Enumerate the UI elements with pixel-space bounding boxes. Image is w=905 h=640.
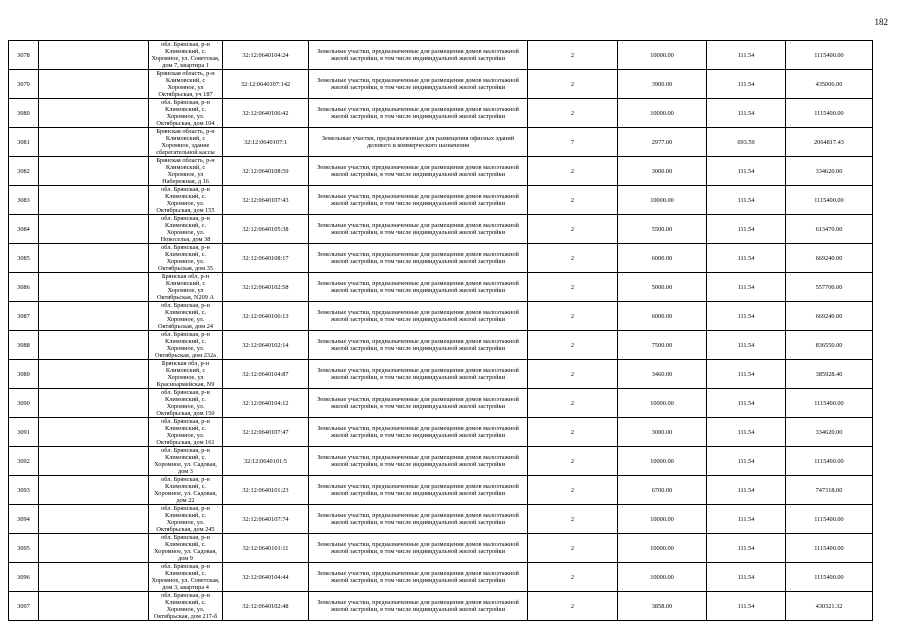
address-cell: Брянская обл, р-н Климовский, с Хоромное, ул Октябрьская, N209 А — [149, 273, 223, 302]
specific-value-cell: 111.54 — [707, 476, 786, 505]
cadastral-number-cell: 32:12:0640104:12 — [223, 389, 309, 418]
permitted-use-cell: Земельные участки, предназначенные для размещения домов малоэтажной жилой застройки, в том числе индивидуальной жилой застройки — [309, 592, 528, 621]
cadastral-number-cell: 32:12:0640101:23 — [223, 476, 309, 505]
area-cell: 2977.00 — [618, 128, 707, 157]
specific-value-cell: 111.54 — [707, 157, 786, 186]
address-cell: Брянская область, р-н Климовский, с Хоромное, здание сберегательной кассы — [149, 128, 223, 157]
blank-cell — [39, 273, 149, 302]
address-cell: обл. Брянская, р-н Климовский, с. Хоромное, ул. Советская, дом 7, квартира 1 — [149, 41, 223, 70]
address-cell: обл. Брянская, р-н Климовский, с. Хоромное, ул. Октябрьская, дом 35 — [149, 244, 223, 273]
area-cell: 10000.00 — [618, 389, 707, 418]
table-row — [9, 70, 873, 99]
area-cell: 10000.00 — [618, 41, 707, 70]
use-group-code-cell: 2 — [528, 186, 618, 215]
blank-cell — [39, 447, 149, 476]
specific-value-cell: 111.54 — [707, 389, 786, 418]
specific-value-cell: 111.54 — [707, 70, 786, 99]
specific-value-cell: 111.54 — [707, 505, 786, 534]
area-cell: 10000.00 — [618, 505, 707, 534]
cadastral-number-cell: 32:12:0640106:42 — [223, 99, 309, 128]
table-body — [9, 41, 873, 621]
table-row — [9, 418, 873, 447]
table-row — [9, 215, 873, 244]
area-cell: 5000.00 — [618, 273, 707, 302]
table-row — [9, 389, 873, 418]
table-row — [9, 244, 873, 273]
row-number-cell: 3080 — [9, 99, 39, 128]
cadastral-number-cell: 32:12:0640108:17 — [223, 244, 309, 273]
row-number-cell: 3078 — [9, 41, 39, 70]
use-group-code-cell: 2 — [528, 389, 618, 418]
cadastral-number-cell: 32:12:0640108:59 — [223, 157, 309, 186]
area-cell: 6000.00 — [618, 302, 707, 331]
row-number-cell: 3083 — [9, 186, 39, 215]
address-cell: обл. Брянская, р-н Климовский, с. Хоромное, ул. Октябрьская, дом 217-б — [149, 592, 223, 621]
cadastral-number-cell: 32:12:0640107:1 — [223, 128, 309, 157]
row-number-cell: 3079 — [9, 70, 39, 99]
row-number-cell: 3092 — [9, 447, 39, 476]
blank-cell — [39, 244, 149, 273]
address-cell: обл. Брянская, р-н Климовский, с. Хоромное, ул. Советская, дом 3, квартира 4 — [149, 563, 223, 592]
blank-cell — [39, 99, 149, 128]
area-cell: 3900.00 — [618, 70, 707, 99]
row-number-cell: 3086 — [9, 273, 39, 302]
permitted-use-cell: Земельные участки, предназначенные для размещения домов малоэтажной жилой застройки, в том числе индивидуальной жилой застройки — [309, 302, 528, 331]
specific-value-cell: 111.54 — [707, 41, 786, 70]
blank-cell — [39, 418, 149, 447]
cadastral-number-cell: 32:12:0640107:47 — [223, 418, 309, 447]
row-number-cell: 3087 — [9, 302, 39, 331]
cadastral-value-cell: 669240.00 — [786, 302, 873, 331]
cadastral-number-cell: 32:12:0640101:11 — [223, 534, 309, 563]
blank-cell — [39, 157, 149, 186]
table-row — [9, 476, 873, 505]
cadastral-value-cell: 557700.00 — [786, 273, 873, 302]
use-group-code-cell: 2 — [528, 534, 618, 563]
blank-cell — [39, 592, 149, 621]
area-cell: 3460.00 — [618, 360, 707, 389]
cadastral-value-cell: 1115400.00 — [786, 447, 873, 476]
use-group-code-cell: 7 — [528, 128, 618, 157]
permitted-use-cell: Земельные участки, предназначенные для размещения домов малоэтажной жилой застройки, в том числе индивидуальной жилой застройки — [309, 186, 528, 215]
blank-cell — [39, 215, 149, 244]
use-group-code-cell: 2 — [528, 563, 618, 592]
specific-value-cell: 111.54 — [707, 331, 786, 360]
cadastral-number-cell: 32:12:0640106:13 — [223, 302, 309, 331]
cadastral-number-cell: 32:12:0640107:142 — [223, 70, 309, 99]
permitted-use-cell: Земельные участки, предназначенные для размещения домов малоэтажной жилой застройки, в том числе индивидуальной жилой застройки — [309, 505, 528, 534]
cadastral-value-cell: 334620.00 — [786, 418, 873, 447]
specific-value-cell: 111.54 — [707, 592, 786, 621]
cadastral-value-cell: 1115400.00 — [786, 389, 873, 418]
specific-value-cell: 111.54 — [707, 418, 786, 447]
specific-value-cell: 111.54 — [707, 563, 786, 592]
use-group-code-cell: 2 — [528, 331, 618, 360]
area-cell: 10000.00 — [618, 447, 707, 476]
address-cell: обл. Брянская, р-н Климовский, с. Хоромное, ул. Садовая, дом 3 — [149, 447, 223, 476]
cadastral-value-cell: 1115400.00 — [786, 41, 873, 70]
table-row — [9, 331, 873, 360]
row-number-cell: 3097 — [9, 592, 39, 621]
specific-value-cell: 693.59 — [707, 128, 786, 157]
use-group-code-cell: 2 — [528, 476, 618, 505]
use-group-code-cell: 2 — [528, 360, 618, 389]
cadastral-value-cell: 1115400.00 — [786, 186, 873, 215]
table-row — [9, 128, 873, 157]
specific-value-cell: 111.54 — [707, 302, 786, 331]
permitted-use-cell: Земельные участки, предназначенные для размещения домов малоэтажной жилой застройки, в том числе индивидуальной жилой застройки — [309, 360, 528, 389]
cadastral-value-cell: 334620.00 — [786, 157, 873, 186]
permitted-use-cell: Земельные участки, предназначенные для размещения домов малоэтажной жилой застройки, в том числе индивидуальной жилой застройки — [309, 99, 528, 128]
use-group-code-cell: 2 — [528, 592, 618, 621]
row-number-cell: 3085 — [9, 244, 39, 273]
row-number-cell: 3095 — [9, 534, 39, 563]
address-cell: обл. Брянская, р-н Климовский, с. Хоромное, ул. Октябрьская, дом 104 — [149, 99, 223, 128]
use-group-code-cell: 2 — [528, 302, 618, 331]
area-cell: 7500.00 — [618, 331, 707, 360]
row-number-cell: 3084 — [9, 215, 39, 244]
blank-cell — [39, 360, 149, 389]
row-number-cell: 3093 — [9, 476, 39, 505]
blank-cell — [39, 563, 149, 592]
specific-value-cell: 111.54 — [707, 244, 786, 273]
blank-cell — [39, 505, 149, 534]
use-group-code-cell: 2 — [528, 244, 618, 273]
use-group-code-cell: 2 — [528, 273, 618, 302]
address-cell: обл. Брянская, р-н Климовский, с. Хоромное, ул. Садовая, дом 22 — [149, 476, 223, 505]
row-number-cell: 3096 — [9, 563, 39, 592]
permitted-use-cell: Земельные участки, предназначенные для размещения домов малоэтажной жилой застройки, в том числе индивидуальной жилой застройки — [309, 389, 528, 418]
use-group-code-cell: 2 — [528, 505, 618, 534]
cadastral-number-cell: 32:12:0640102:14 — [223, 331, 309, 360]
area-cell: 6700.00 — [618, 476, 707, 505]
cadastral-number-cell: 32:12:0640102:48 — [223, 592, 309, 621]
cadastral-value-cell: 2064817.43 — [786, 128, 873, 157]
area-cell: 3000.00 — [618, 418, 707, 447]
row-number-cell: 3091 — [9, 418, 39, 447]
cadastral-number-cell: 32:12:0640104:44 — [223, 563, 309, 592]
table-row — [9, 563, 873, 592]
use-group-code-cell: 2 — [528, 70, 618, 99]
permitted-use-cell: Земельные участки, предназначенные для размещения домов малоэтажной жилой застройки, в том числе индивидуальной жилой застройки — [309, 273, 528, 302]
address-cell: обл. Брянская, р-н Климовский, с. Хоромное, ул. Садовая, дом 9 — [149, 534, 223, 563]
cadastral-value-cell: 385928.40 — [786, 360, 873, 389]
use-group-code-cell: 2 — [528, 447, 618, 476]
address-cell: обл. Брянская, р-н Климовский, с. Хоромное, ул. Октябрьская, дом 232а — [149, 331, 223, 360]
cadastral-value-cell: 1115400.00 — [786, 99, 873, 128]
cadastral-value-cell: 747318.00 — [786, 476, 873, 505]
cadastral-number-cell: 32:12:0640101:5 — [223, 447, 309, 476]
permitted-use-cell: Земельные участки, предназначенные для размещения домов малоэтажной жилой застройки, в том числе индивидуальной жилой застройки — [309, 331, 528, 360]
permitted-use-cell: Земельные участки, предназначенные для размещения домов малоэтажной жилой застройки, в том числе индивидуальной жилой застройки — [309, 41, 528, 70]
row-number-cell: 3090 — [9, 389, 39, 418]
use-group-code-cell: 2 — [528, 41, 618, 70]
cadastral-number-cell: 32:12:0640104:24 — [223, 41, 309, 70]
permitted-use-cell: Земельные участки, предназначенные для размещения домов малоэтажной жилой застройки, в том числе индивидуальной жилой застройки — [309, 563, 528, 592]
use-group-code-cell: 2 — [528, 215, 618, 244]
cadastral-value-cell: 1115400.00 — [786, 563, 873, 592]
area-cell: 6000.00 — [618, 244, 707, 273]
area-cell: 10000.00 — [618, 563, 707, 592]
blank-cell — [39, 331, 149, 360]
address-cell: обл. Брянская, р-н Климовский, с. Хоромное, ул. Октябрьская, дом 155 — [149, 186, 223, 215]
address-cell: обл. Брянская, р-н Климовский, с. Хоромное, ул. Октябрьская, дом 161 — [149, 418, 223, 447]
use-group-code-cell: 2 — [528, 99, 618, 128]
specific-value-cell: 111.54 — [707, 215, 786, 244]
cadastral-number-cell: 32:12:0640107:74 — [223, 505, 309, 534]
permitted-use-cell: Земельные участки, предназначенные для размещения офисных зданий делового и коммерческого назначения — [309, 128, 528, 157]
area-cell: 3858.00 — [618, 592, 707, 621]
address-cell: Брянская область, р-н Климовский, с Хоромное, ул Октябрьская, уч 187 — [149, 70, 223, 99]
blank-cell — [39, 534, 149, 563]
cadastral-number-cell: 32:12:0640102:58 — [223, 273, 309, 302]
blank-cell — [39, 186, 149, 215]
blank-cell — [39, 389, 149, 418]
row-number-cell: 3082 — [9, 157, 39, 186]
table-row — [9, 157, 873, 186]
permitted-use-cell: Земельные участки, предназначенные для размещения домов малоэтажной жилой застройки, в том числе индивидуальной жилой застройки — [309, 418, 528, 447]
table-row — [9, 41, 873, 70]
row-number-cell: 3088 — [9, 331, 39, 360]
row-number-cell: 3081 — [9, 128, 39, 157]
blank-cell — [39, 476, 149, 505]
row-number-cell: 3089 — [9, 360, 39, 389]
table-row — [9, 505, 873, 534]
cadastral-number-cell: 32:12:0640104:87 — [223, 360, 309, 389]
cadastral-value-cell: 1115400.00 — [786, 505, 873, 534]
cadastral-value-cell: 613470.00 — [786, 215, 873, 244]
permitted-use-cell: Земельные участки, предназначенные для размещения домов малоэтажной жилой застройки, в том числе индивидуальной жилой застройки — [309, 476, 528, 505]
address-cell: обл. Брянская, р-н Климовский, с. Хоромное, ул. Октябрьская, дом 150 — [149, 389, 223, 418]
area-cell: 3000.00 — [618, 157, 707, 186]
permitted-use-cell: Земельные участки, предназначенные для размещения домов малоэтажной жилой застройки, в том числе индивидуальной жилой застройки — [309, 447, 528, 476]
page-number: 182 — [874, 17, 888, 27]
use-group-code-cell: 2 — [528, 157, 618, 186]
cadastral-value-cell: 836550.00 — [786, 331, 873, 360]
cadastral-value-cell: 435006.00 — [786, 70, 873, 99]
row-number-cell: 3094 — [9, 505, 39, 534]
specific-value-cell: 111.54 — [707, 186, 786, 215]
blank-cell — [39, 128, 149, 157]
land-valuation-table — [8, 40, 873, 621]
permitted-use-cell: Земельные участки, предназначенные для размещения домов малоэтажной жилой застройки, в том числе индивидуальной жилой застройки — [309, 534, 528, 563]
cadastral-number-cell: 32:12:0640107:43 — [223, 186, 309, 215]
blank-cell — [39, 41, 149, 70]
table-row — [9, 302, 873, 331]
address-cell: обл. Брянская, р-н Климовский, с. Хоромное, ул. Октябрьская, дом 24 — [149, 302, 223, 331]
permitted-use-cell: Земельные участки, предназначенные для размещения домов малоэтажной жилой застройки, в том числе индивидуальной жилой застройки — [309, 244, 528, 273]
area-cell: 10000.00 — [618, 534, 707, 563]
use-group-code-cell: 2 — [528, 418, 618, 447]
specific-value-cell: 111.54 — [707, 99, 786, 128]
table-row — [9, 99, 873, 128]
area-cell: 10000.00 — [618, 186, 707, 215]
blank-cell — [39, 302, 149, 331]
table-row — [9, 534, 873, 563]
specific-value-cell: 111.54 — [707, 447, 786, 476]
specific-value-cell: 111.54 — [707, 273, 786, 302]
specific-value-cell: 111.54 — [707, 360, 786, 389]
cadastral-number-cell: 32:12:0640105:38 — [223, 215, 309, 244]
table-row — [9, 273, 873, 302]
table-row — [9, 592, 873, 621]
area-cell: 5500.00 — [618, 215, 707, 244]
permitted-use-cell: Земельные участки, предназначенные для размещения домов малоэтажной жилой застройки, в том числе индивидуальной жилой застройки — [309, 157, 528, 186]
address-cell: обл. Брянская, р-н Климовский, с. Хоромное, ул. Новоселья, дом 38 — [149, 215, 223, 244]
cadastral-value-cell: 1115400.00 — [786, 534, 873, 563]
blank-cell — [39, 70, 149, 99]
table-row — [9, 186, 873, 215]
cadastral-value-cell: 430321.32 — [786, 592, 873, 621]
cadastral-value-cell: 669240.00 — [786, 244, 873, 273]
table-row — [9, 360, 873, 389]
permitted-use-cell: Земельные участки, предназначенные для размещения домов малоэтажной жилой застройки, в том числе индивидуальной жилой застройки — [309, 70, 528, 99]
permitted-use-cell: Земельные участки, предназначенные для размещения домов малоэтажной жилой застройки, в том числе индивидуальной жилой застройки — [309, 215, 528, 244]
address-cell: Брянская область, р-н Климовский, с Хоромное, ул Набережная, д 16 — [149, 157, 223, 186]
address-cell: Брянская обл, р-н Климовский, с Хоромное, ул Красноармейская, N9 — [149, 360, 223, 389]
specific-value-cell: 111.54 — [707, 534, 786, 563]
address-cell: обл. Брянская, р-н Климовский, с. Хоромное, ул. Октябрьская, дом 245 — [149, 505, 223, 534]
area-cell: 10000.00 — [618, 99, 707, 128]
table-row — [9, 447, 873, 476]
